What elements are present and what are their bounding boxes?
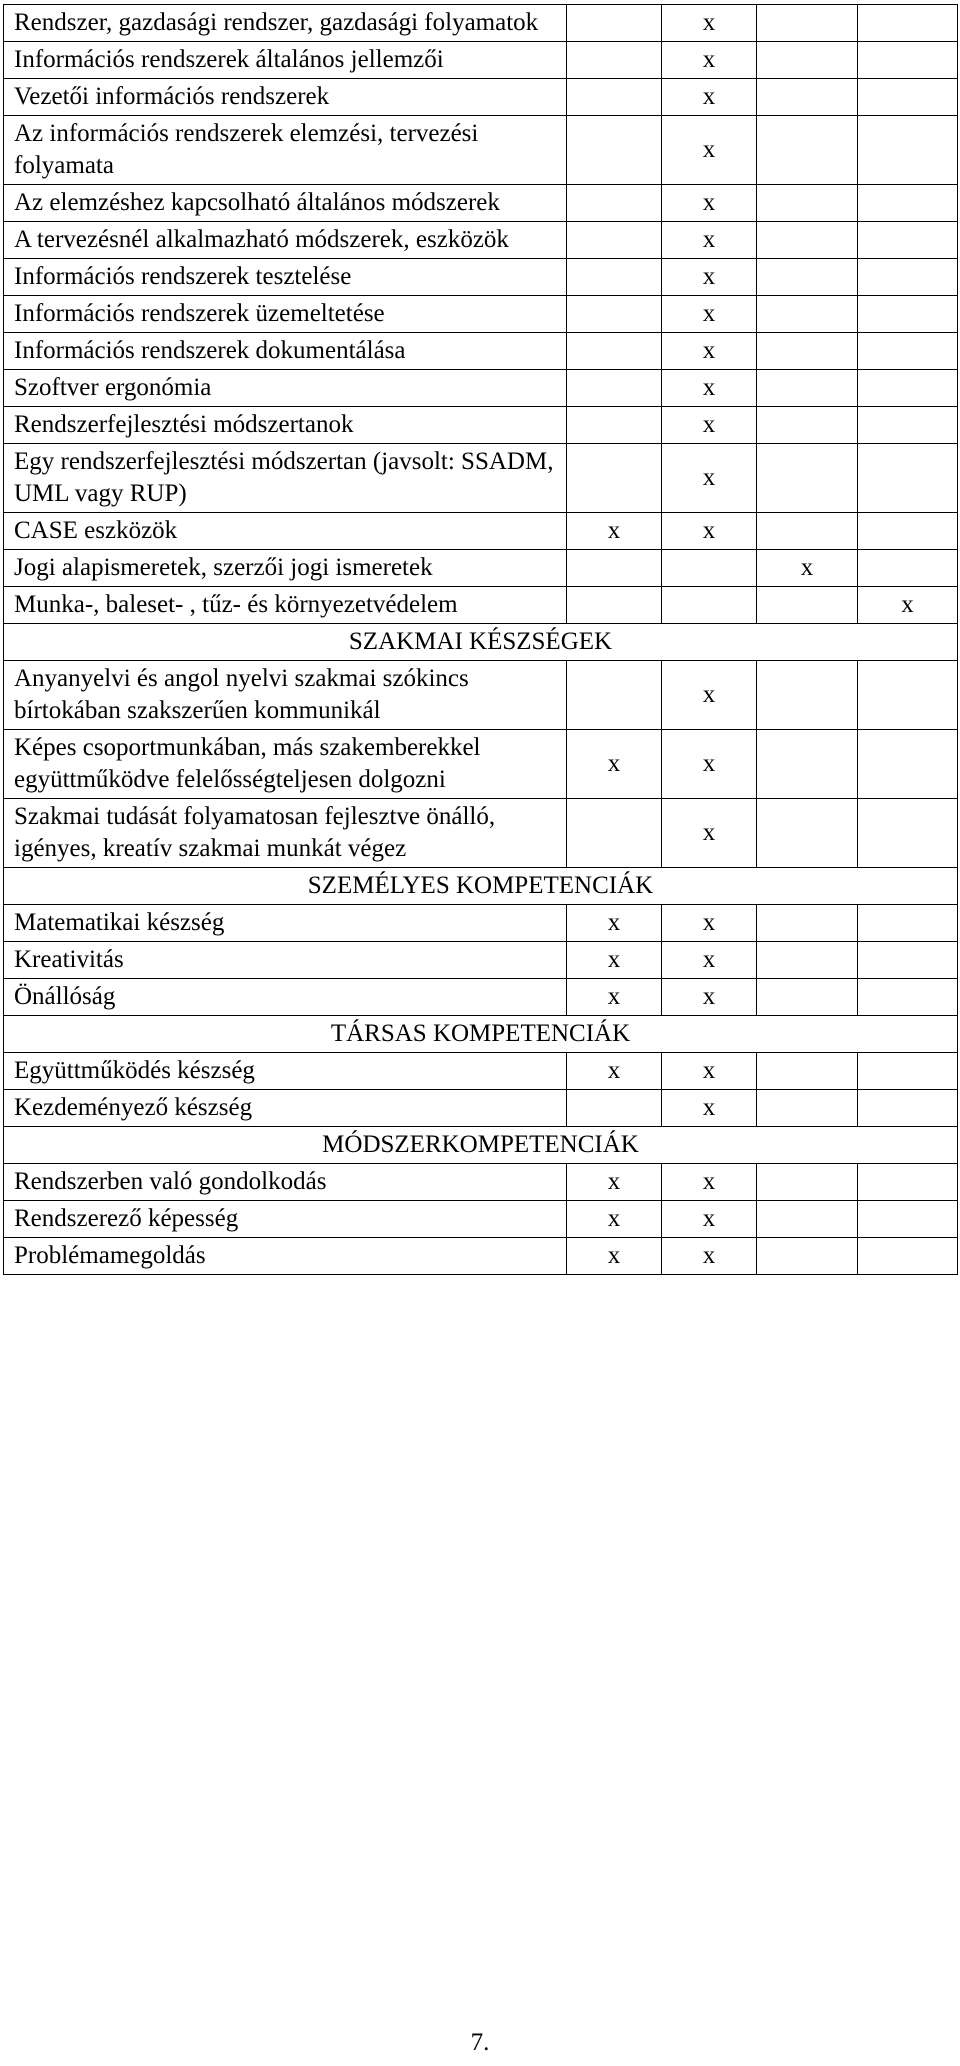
table-row <box>4 296 958 333</box>
row-label: CASE eszközök <box>4 513 567 550</box>
mark-cell-col-4 <box>858 799 958 868</box>
table-row <box>4 370 958 407</box>
table-row <box>4 1164 958 1201</box>
mark-cell-col-1: x <box>567 979 662 1016</box>
mark-cell-col-1 <box>567 296 662 333</box>
row-label: Egy rendszerfejlesztési módszertan (javsolt: SSADM, UML vagy RUP) <box>4 444 567 513</box>
table-row <box>4 42 958 79</box>
mark-cell-col-2: x <box>662 1201 757 1238</box>
mark-cell-col-3 <box>757 942 858 979</box>
table-row <box>4 661 958 730</box>
row-label: Munka-, baleset- , tűz- és környezetvédelem <box>4 587 567 624</box>
mark-cell-col-4: x <box>858 587 958 624</box>
mark-cell-col-2: x <box>662 979 757 1016</box>
row-label: A tervezésnél alkalmazható módszerek, eszközök <box>4 222 567 259</box>
mark-cell-col-3 <box>757 185 858 222</box>
table-row <box>4 799 958 868</box>
mark-cell-col-1: x <box>567 730 662 799</box>
table-row <box>4 407 958 444</box>
mark-cell-col-1 <box>567 116 662 185</box>
mark-cell-col-1 <box>567 661 662 730</box>
table-row <box>4 587 958 624</box>
mark-cell-col-1 <box>567 587 662 624</box>
mark-cell-col-2: x <box>662 79 757 116</box>
mark-cell-col-4 <box>858 661 958 730</box>
mark-cell-col-1 <box>567 444 662 513</box>
competency-table-body <box>4 5 958 1275</box>
row-label: Rendszerben való gondolkodás <box>4 1164 567 1201</box>
table-row <box>4 5 958 42</box>
mark-cell-col-2: x <box>662 513 757 550</box>
table-row <box>4 1053 958 1090</box>
mark-cell-col-2: x <box>662 905 757 942</box>
mark-cell-col-1 <box>567 79 662 116</box>
mark-cell-col-1 <box>567 222 662 259</box>
mark-cell-col-4 <box>858 185 958 222</box>
mark-cell-col-4 <box>858 730 958 799</box>
mark-cell-col-1: x <box>567 1053 662 1090</box>
mark-cell-col-3 <box>757 1053 858 1090</box>
mark-cell-col-4 <box>858 259 958 296</box>
mark-cell-col-4 <box>858 1238 958 1275</box>
mark-cell-col-2: x <box>662 116 757 185</box>
mark-cell-col-4 <box>858 116 958 185</box>
row-label: Az elemzéshez kapcsolható általános módszerek <box>4 185 567 222</box>
table-row <box>4 979 958 1016</box>
mark-cell-col-1 <box>567 42 662 79</box>
mark-cell-col-1 <box>567 799 662 868</box>
table-row <box>4 730 958 799</box>
mark-cell-col-2: x <box>662 1164 757 1201</box>
mark-cell-col-4 <box>858 79 958 116</box>
row-label: Anyanyelvi és angol nyelvi szakmai szókincs bírtokában szakszerűen kommunikál <box>4 661 567 730</box>
mark-cell-col-4 <box>858 1201 958 1238</box>
row-label: Az információs rendszerek elemzési, tervezési folyamata <box>4 116 567 185</box>
table-row <box>4 185 958 222</box>
mark-cell-col-4 <box>858 407 958 444</box>
row-label: Információs rendszerek dokumentálása <box>4 333 567 370</box>
mark-cell-col-3 <box>757 222 858 259</box>
mark-cell-col-3 <box>757 905 858 942</box>
mark-cell-col-2: x <box>662 942 757 979</box>
mark-cell-col-2 <box>662 587 757 624</box>
mark-cell-col-3 <box>757 259 858 296</box>
table-row <box>4 513 958 550</box>
row-label: Vezetői információs rendszerek <box>4 79 567 116</box>
mark-cell-col-4 <box>858 370 958 407</box>
table-row <box>4 79 958 116</box>
mark-cell-col-4 <box>858 550 958 587</box>
mark-cell-col-3 <box>757 587 858 624</box>
mark-cell-col-4 <box>858 942 958 979</box>
mark-cell-col-3 <box>757 513 858 550</box>
mark-cell-col-3 <box>757 407 858 444</box>
mark-cell-col-1 <box>567 333 662 370</box>
mark-cell-col-1: x <box>567 942 662 979</box>
row-label: Információs rendszerek üzemeltetése <box>4 296 567 333</box>
mark-cell-col-3 <box>757 444 858 513</box>
mark-cell-col-4 <box>858 979 958 1016</box>
mark-cell-col-2: x <box>662 370 757 407</box>
table-row <box>4 222 958 259</box>
mark-cell-col-3 <box>757 296 858 333</box>
mark-cell-col-4 <box>858 222 958 259</box>
mark-cell-col-2: x <box>662 259 757 296</box>
section-heading: MÓDSZERKOMPETENCIÁK <box>4 1127 958 1164</box>
mark-cell-col-1: x <box>567 1201 662 1238</box>
mark-cell-col-2: x <box>662 5 757 42</box>
mark-cell-col-2: x <box>662 444 757 513</box>
mark-cell-col-1 <box>567 1090 662 1127</box>
row-label: Rendszerfejlesztési módszertanok <box>4 407 567 444</box>
mark-cell-col-3 <box>757 1090 858 1127</box>
mark-cell-col-3 <box>757 116 858 185</box>
table-row <box>4 259 958 296</box>
row-label: Rendszerező képesség <box>4 1201 567 1238</box>
mark-cell-col-2: x <box>662 333 757 370</box>
mark-cell-col-4 <box>858 296 958 333</box>
mark-cell-col-3 <box>757 79 858 116</box>
page-number: 7. <box>470 2029 490 2056</box>
mark-cell-col-2: x <box>662 799 757 868</box>
mark-cell-col-1 <box>567 5 662 42</box>
table-row <box>4 1201 958 1238</box>
row-label: Kreativitás <box>4 942 567 979</box>
mark-cell-col-3 <box>757 730 858 799</box>
competency-table <box>3 4 958 1275</box>
section-header-row <box>4 624 958 661</box>
mark-cell-col-4 <box>858 1053 958 1090</box>
mark-cell-col-1 <box>567 370 662 407</box>
mark-cell-col-3 <box>757 1238 858 1275</box>
table-row <box>4 1090 958 1127</box>
table-row <box>4 905 958 942</box>
row-label: Problémamegoldás <box>4 1238 567 1275</box>
mark-cell-col-1 <box>567 185 662 222</box>
mark-cell-col-2: x <box>662 661 757 730</box>
mark-cell-col-1 <box>567 407 662 444</box>
mark-cell-col-4 <box>858 5 958 42</box>
mark-cell-col-2: x <box>662 1053 757 1090</box>
mark-cell-col-2: x <box>662 222 757 259</box>
mark-cell-col-3 <box>757 1201 858 1238</box>
mark-cell-col-3 <box>757 370 858 407</box>
row-label: Információs rendszerek tesztelése <box>4 259 567 296</box>
mark-cell-col-2: x <box>662 1090 757 1127</box>
mark-cell-col-2: x <box>662 1238 757 1275</box>
mark-cell-col-1: x <box>567 1164 662 1201</box>
mark-cell-col-3 <box>757 979 858 1016</box>
mark-cell-col-1: x <box>567 905 662 942</box>
mark-cell-col-2: x <box>662 730 757 799</box>
row-label: Információs rendszerek általános jellemzői <box>4 42 567 79</box>
mark-cell-col-3: x <box>757 550 858 587</box>
mark-cell-col-2: x <box>662 185 757 222</box>
row-label: Szakmai tudását folyamatosan fejlesztve önálló, igényes, kreatív szakmai munkát végez <box>4 799 567 868</box>
mark-cell-col-1: x <box>567 1238 662 1275</box>
row-label: Együttműködés készség <box>4 1053 567 1090</box>
mark-cell-col-4 <box>858 42 958 79</box>
section-header-row <box>4 1016 958 1053</box>
mark-cell-col-2 <box>662 550 757 587</box>
mark-cell-col-4 <box>858 513 958 550</box>
table-row <box>4 942 958 979</box>
mark-cell-col-4 <box>858 1090 958 1127</box>
row-label: Rendszer, gazdasági rendszer, gazdasági folyamatok <box>4 5 567 42</box>
mark-cell-col-2: x <box>662 296 757 333</box>
table-row <box>4 1238 958 1275</box>
mark-cell-col-1: x <box>567 513 662 550</box>
section-heading: TÁRSAS KOMPETENCIÁK <box>4 1016 958 1053</box>
mark-cell-col-3 <box>757 799 858 868</box>
mark-cell-col-3 <box>757 42 858 79</box>
mark-cell-col-3 <box>757 661 858 730</box>
table-row <box>4 550 958 587</box>
section-heading: SZAKMAI KÉSZSÉGEK <box>4 624 958 661</box>
mark-cell-col-3 <box>757 5 858 42</box>
mark-cell-col-3 <box>757 1164 858 1201</box>
section-heading: SZEMÉLYES KOMPETENCIÁK <box>4 868 958 905</box>
row-label: Önállóság <box>4 979 567 1016</box>
table-row <box>4 333 958 370</box>
mark-cell-col-4 <box>858 444 958 513</box>
mark-cell-col-2: x <box>662 407 757 444</box>
mark-cell-col-4 <box>858 905 958 942</box>
section-header-row <box>4 868 958 905</box>
row-label: Matematikai készség <box>4 905 567 942</box>
section-header-row <box>4 1127 958 1164</box>
row-label: Kezdeményező készség <box>4 1090 567 1127</box>
mark-cell-col-3 <box>757 333 858 370</box>
mark-cell-col-2: x <box>662 42 757 79</box>
mark-cell-col-4 <box>858 1164 958 1201</box>
table-row <box>4 444 958 513</box>
mark-cell-col-1 <box>567 550 662 587</box>
row-label: Szoftver ergonómia <box>4 370 567 407</box>
row-label: Jogi alapismeretek, szerzői jogi ismeretek <box>4 550 567 587</box>
mark-cell-col-4 <box>858 333 958 370</box>
mark-cell-col-1 <box>567 259 662 296</box>
row-label: Képes csoportmunkában, más szakemberekkel együttműködve felelősségteljesen dolgozni <box>4 730 567 799</box>
table-row <box>4 116 958 185</box>
